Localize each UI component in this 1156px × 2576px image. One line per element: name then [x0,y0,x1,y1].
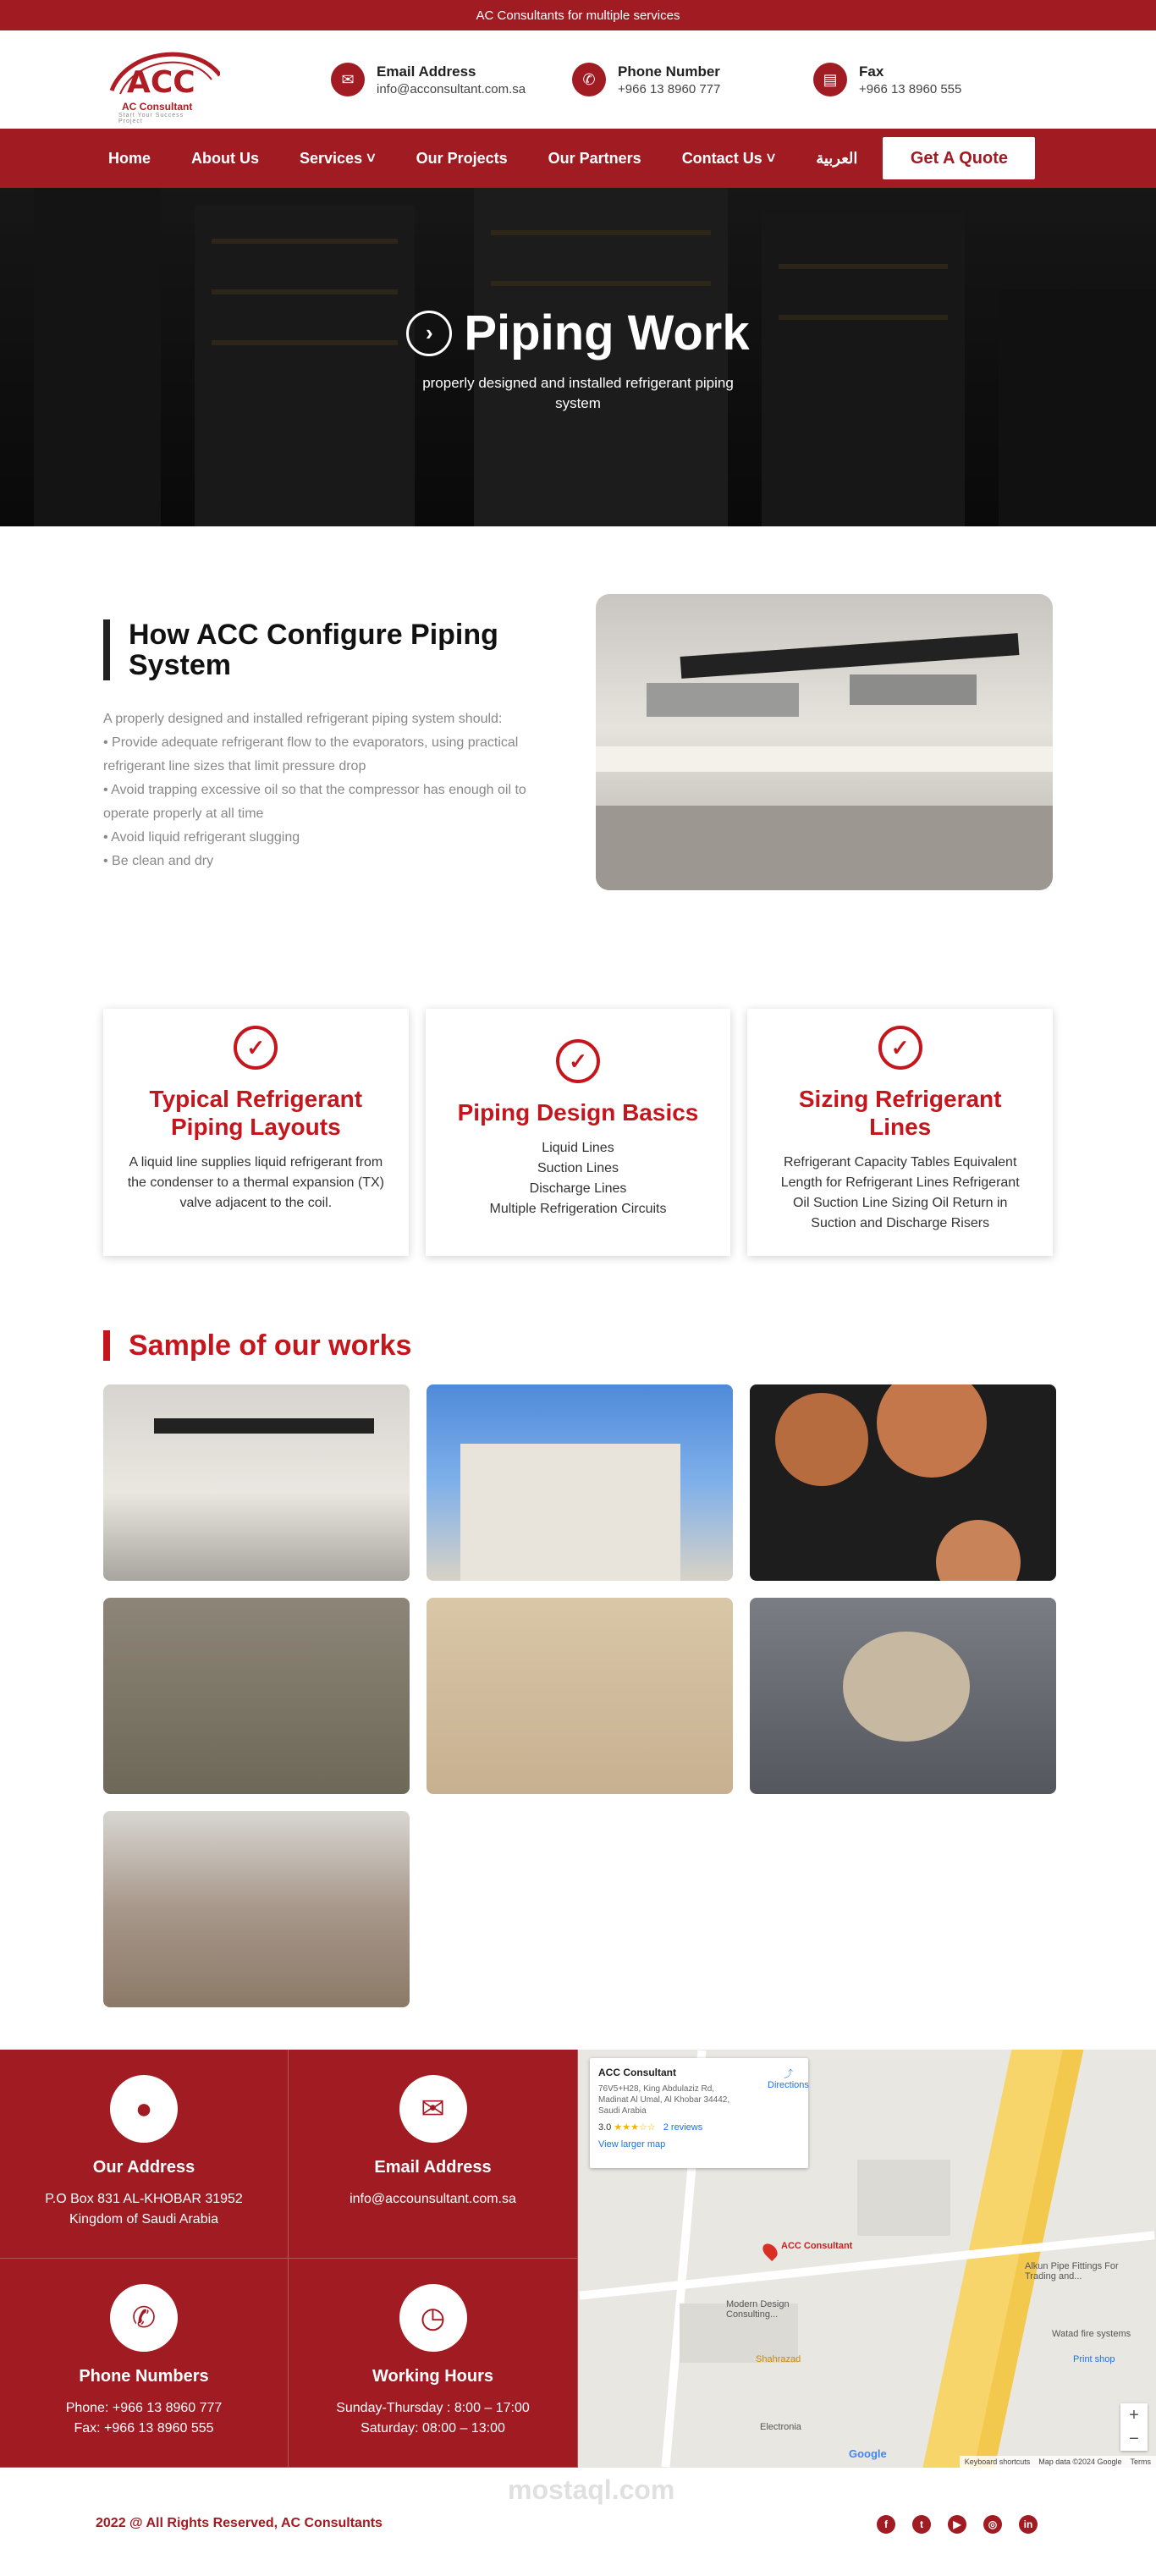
hero-banner [0,188,1156,526]
feature-card-line: Liquid Lines [542,1141,614,1155]
image-pipe [680,633,1019,679]
map-place-label: Print shop [1073,2354,1115,2364]
instagram-icon[interactable]: ◎ [983,2515,1002,2534]
about-description [103,707,575,873]
zoom-in-icon[interactable]: + [1129,2406,1139,2425]
samples-gallery [103,1384,1053,2007]
feature-card-line: Multiple Refrigeration Circuits [489,1202,667,1216]
footer-fax-line: Fax: +966 13 8960 555 [74,2421,214,2436]
footer-email [289,2050,578,2259]
nav-about[interactable]: About Us [191,149,260,167]
image-copper-pipe [936,1520,1021,1581]
about-title: How ACC Configure Piping System [103,619,575,680]
site-footer-bar [0,2468,1156,2576]
map-directions-link[interactable] [768,2067,809,2090]
chevron-right-circle-icon: › [406,311,452,356]
star-icon: ★★★☆☆ [614,2122,656,2133]
image-tank [843,1632,970,1742]
feature-card-body: Refrigerant Capacity Tables Equivalent Length for Refrigerant Lines Refrigerant Oil Suction Line Sizing Oil Return in Suction and Discharge Risers [780,1155,1020,1230]
footer-contact-area [0,2050,1156,2468]
phone-icon: ✆ [572,63,606,96]
header-contacts [331,63,1054,96]
youtube-icon[interactable]: ▶ [948,2515,966,2534]
map-shortcuts-link[interactable]: Keyboard shortcuts [964,2458,1031,2466]
footer-phones-title: Phone Numbers [79,2367,209,2386]
about-line: • Avoid trapping excessive oil so that the compressor has enough oil to operate properly at all time [103,783,526,821]
map-zoom-controls [1120,2403,1148,2451]
feature-card-title: Piping Design Basics [457,1099,699,1126]
map-block [857,2160,950,2236]
envelope-icon: ✉ [399,2075,467,2143]
feature-card-body: A liquid line supplies liquid refrigerant from the condenser to a thermal expansion (TX) valve adjacent to the coil. [127,1155,384,1210]
gallery-image[interactable] [427,1598,733,1794]
stopwatch-icon: ◷ [399,2284,467,2352]
map-data-credit: Map data ©2024 Google [1038,2458,1122,2466]
map-reviews-link[interactable]: 2 reviews [663,2122,703,2133]
contact-email-value[interactable]: info@acconsultant.com.sa [377,81,526,96]
contact-fax [813,63,1054,96]
footer-address-text: P.O Box 831 AL-KHOBAR 31952 Kingdom of Saudi Arabia [45,2192,243,2226]
about-line: • Be clean and dry [103,854,214,868]
zoom-out-icon[interactable]: − [1129,2430,1139,2448]
about-line: • Avoid liquid refrigerant slugging [103,830,300,845]
watermark: mostaql.com [508,2474,675,2505]
hero-title-text: Piping Work [464,305,750,361]
feature-card-line: Discharge Lines [529,1181,627,1196]
footer-address [0,2050,289,2259]
check-circle-icon: ✓ [556,1039,600,1083]
about-line: A properly designed and installed refrigerant piping system should: [103,712,503,726]
feature-card-title: Typical Refrigerant Piping Layouts [149,1086,363,1140]
email-icon: ✉ [331,63,365,96]
samples-title: Sample of our works [103,1330,1053,1361]
contact-email-title: Email Address [377,63,476,80]
image-duct-unit [647,683,799,717]
directions-icon: ⤴ [783,2069,793,2079]
hero-subtitle: properly designed and installed refrigerant piping system [422,375,734,411]
map-place-label: Shahrazad [756,2354,801,2364]
nav-partners[interactable]: Our Partners [548,149,641,167]
contact-fax-value: +966 13 8960 555 [859,81,962,96]
footer-email-text[interactable]: info@accounsultant.com.sa [350,2192,516,2206]
map-address: 76V5+H28, King Abdulaziz Rd, Madinat Al Umal, Al Khobar 34442, Saudi Arabia [598,2084,730,2116]
features-cards [0,1009,1156,1256]
footer-address-title: Our Address [92,2158,195,2177]
feature-card-title: Sizing Refrigerant Lines [798,1086,1002,1140]
footer-hours-text [289,2398,577,2439]
contact-phone-value[interactable]: +966 13 8960 777 [618,81,721,96]
copyright-text: 2022 @ All Rights Reserved, AC Consultants [96,2516,383,2530]
logo-tagline: Start Your Success Project [118,113,184,124]
topbar-text: AC Consultants for multiple services [476,8,680,23]
gallery-image[interactable] [427,1384,733,1581]
map-rating: 3.0 [598,2122,612,2133]
top-announcement-bar [0,0,1156,30]
phone-icon: ✆ [110,2284,178,2352]
footer-phones [0,2259,289,2468]
feature-card [426,1009,731,1256]
map-marker-icon[interactable] [760,2241,780,2261]
hero-content [0,305,1156,414]
gallery-image[interactable] [750,1598,1056,1794]
contact-phone [572,63,813,96]
about-piping-image [596,594,1053,890]
samples-section [0,1256,1156,2007]
map-larger-link[interactable]: View larger map [598,2139,666,2149]
about-text-block [103,594,575,1009]
image-pipe [154,1418,374,1434]
get-quote-button[interactable]: Get A Quote [883,137,1035,179]
nav-home[interactable]: Home [108,149,151,167]
image-copper-pipe [775,1393,868,1486]
feature-card-body [449,1138,707,1219]
nav-projects[interactable]: Our Projects [416,149,508,167]
logo-subtitle: AC Consultant [122,101,193,113]
map-place-label: Alkun Pipe Fittings For Trading and... [1025,2261,1119,2282]
nav-arabic[interactable]: العربية [816,149,858,167]
footer-hours [289,2259,578,2468]
hero-title [406,305,749,361]
image-building [460,1444,680,1581]
image-floor [596,806,1053,890]
nav-services[interactable]: Services ˅ [300,149,376,167]
map-rating-row [598,2122,800,2133]
footer-email-title: Email Address [374,2158,492,2177]
feature-card-line: Suction Lines [537,1161,619,1175]
embedded-map[interactable] [578,2050,1156,2468]
gallery-image[interactable] [103,1598,410,1794]
contact-phone-title: Phone Number [618,63,720,80]
check-circle-icon: ✓ [234,1026,278,1070]
map-pin-icon: ● [110,2075,178,2143]
gallery-image[interactable] [750,1384,1056,1581]
image-duct-unit [850,674,977,705]
footer-hours-saturday: Saturday: 08:00 – 13:00 [361,2421,505,2436]
footer-phones-text [0,2398,288,2439]
about-line: • Provide adequate refrigerant flow to the evaporators, using practical refrigerant line sizes that limit pressure drop [103,735,519,773]
logo-name: ACC [127,65,195,100]
contact-email [331,63,572,96]
map-place-name: ACC Consultant [598,2067,676,2078]
site-header [0,30,1156,129]
footer-info-grid [0,2050,578,2468]
feature-card [103,1009,409,1256]
twitter-icon[interactable]: t [912,2515,931,2534]
check-circle-icon: ✓ [878,1026,922,1070]
gallery-image[interactable] [103,1384,410,1581]
main-nav [0,129,1156,188]
map-place-label: Watad fire systems [1052,2329,1131,2339]
map-terms-link[interactable]: Terms [1130,2458,1151,2466]
facebook-icon[interactable]: f [877,2515,895,2534]
footer-hours-title: Working Hours [372,2367,493,2386]
nav-contact[interactable]: Contact Us ˅ [681,149,776,167]
about-section [0,526,1156,1009]
map-place-label: Electronia [760,2422,801,2432]
footer-hours-weekday: Sunday-Thursday : 8:00 – 17:00 [336,2401,530,2415]
map-info-card [590,2058,808,2168]
map-attribution [960,2456,1156,2468]
google-logo: Google [849,2447,887,2460]
image-copper-pipe [877,1384,987,1478]
linkedin-icon[interactable]: in [1019,2515,1038,2534]
map-directions-text: Directions [768,2080,809,2090]
gallery-image[interactable] [103,1811,410,2007]
map-place-label: Modern Design Consulting... [726,2299,790,2320]
fax-icon: ▤ [813,63,847,96]
footer-phone-line: Phone: +966 13 8960 777 [65,2401,223,2415]
map-marker-label: ACC Consultant [781,2241,853,2251]
contact-fax-title: Fax [859,63,884,80]
site-logo[interactable] [102,41,204,124]
image-wall [596,746,1053,772]
social-links [877,2515,1038,2534]
feature-card [747,1009,1053,1256]
